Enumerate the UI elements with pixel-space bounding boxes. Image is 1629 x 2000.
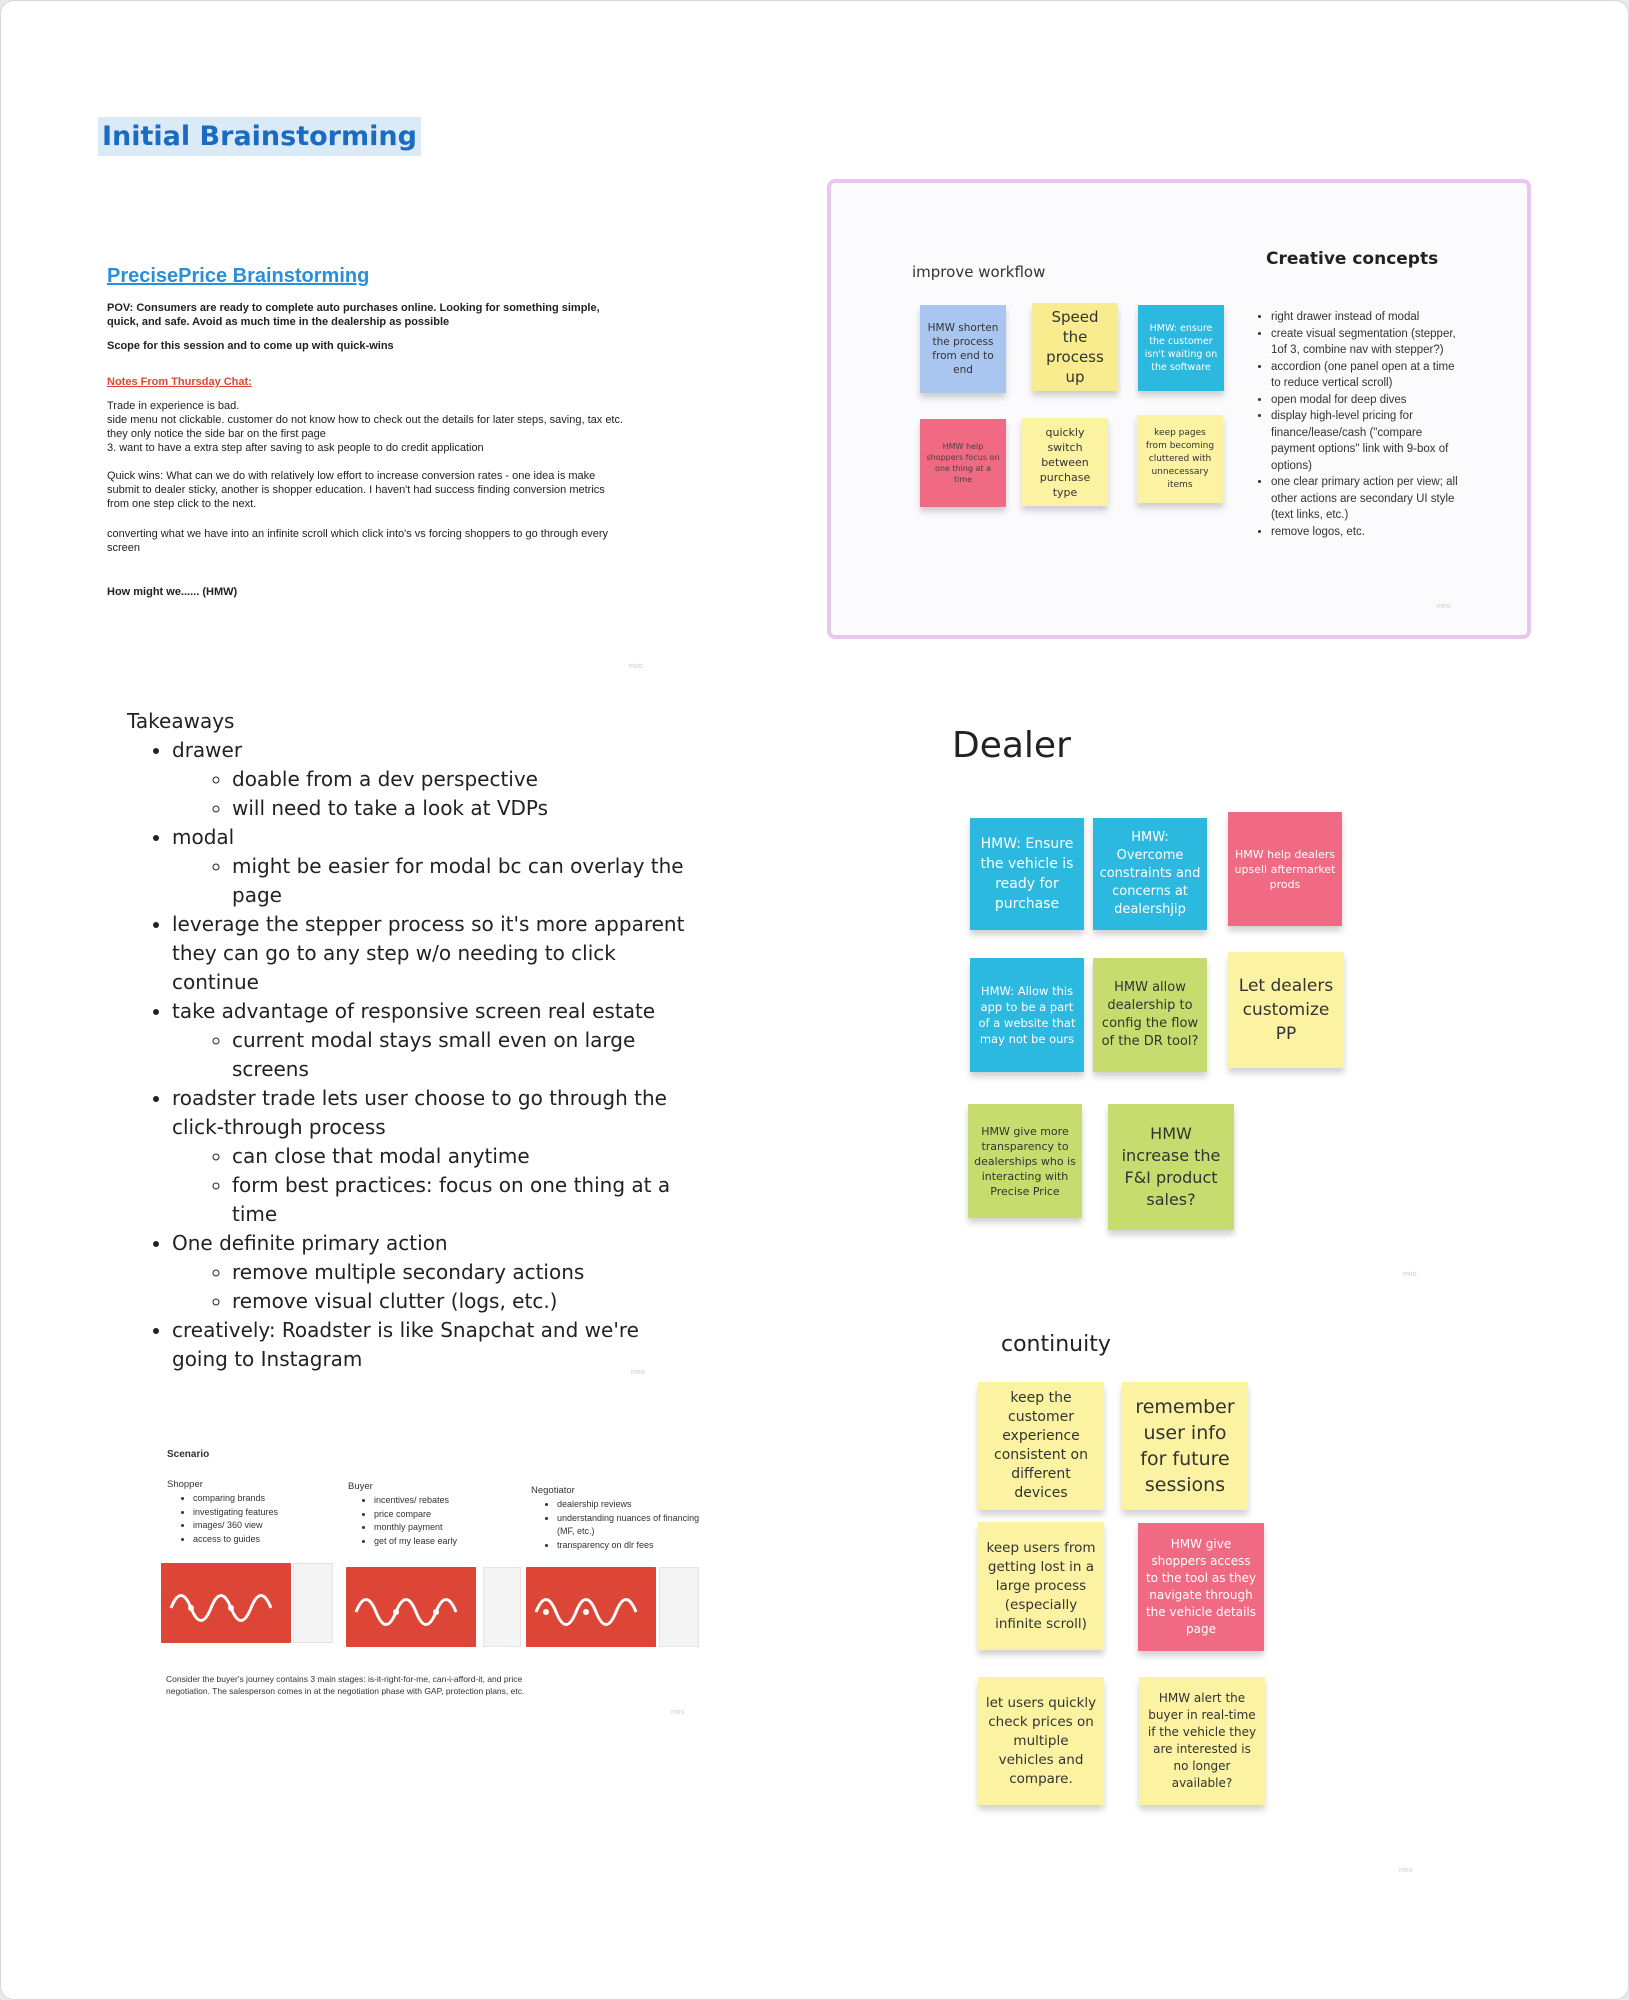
- scenario-document[interactable]: [167, 1449, 707, 1550]
- converting-text: converting what we have into an infinite scroll which click into's vs forcing shoppers to go through every screen: [107, 528, 609, 554]
- dealer-title: Dealer: [952, 725, 1071, 766]
- sticky-note[interactable]: HMW: Ensure the vehicle is ready for purchase: [970, 818, 1084, 930]
- sticky-note[interactable]: keep pages from becoming cluttered with unnecessary items: [1137, 415, 1223, 503]
- workflow-label: improve workflow: [912, 263, 1046, 281]
- list-item: • transparency on dlr fees: [557, 1539, 701, 1553]
- watermark: miro: [631, 1369, 645, 1376]
- notes-line: side menu not clickable. customer do not know how to check out the details for later steps, saving, tax etc. they only notice the side bar on the first page: [107, 414, 624, 440]
- list-item: • images/ 360 view: [193, 1519, 337, 1533]
- sticky-note[interactable]: HMW help shoppers focus on one thing at a time: [920, 419, 1006, 507]
- journey-thumbnail[interactable]: [161, 1563, 291, 1643]
- list-item: • incentives/ rebates: [374, 1494, 518, 1508]
- sticky-note[interactable]: keep users from getting lost in a large process (especially infinite scroll): [978, 1522, 1104, 1650]
- sticky-note[interactable]: HMW: Allow this app to be a part of a website that may not be ours: [970, 958, 1084, 1072]
- list-item: • display high-level pricing for finance/lease/cash ("compare payment options" link with 9-box of options): [1271, 408, 1461, 474]
- list-item: ◦ remove multiple secondary actions: [232, 1258, 687, 1287]
- watermark: miro: [1437, 603, 1451, 610]
- watermark: miro: [629, 663, 643, 670]
- sticky-note[interactable]: remember user info for future sessions: [1122, 1382, 1248, 1510]
- list-item: • accordion (one panel open at a time to reduce vertical scroll): [1271, 359, 1461, 392]
- quick-wins-text: Quick wins: What can we do with relatively low effort to increase conversion rates - one idea is make submit to dealer sticky, another is shopper education. I haven't had success finding conversion metrics from one step click to the next.: [107, 470, 605, 510]
- brainstorming-document[interactable]: [107, 265, 627, 609]
- hmw-text: How might we...... (HMW): [107, 586, 238, 598]
- list-item: • modal ◦ might be easier for modal bc can overlay the page: [172, 823, 687, 910]
- scope-text: Scope for this session and to come up with quick-wins: [107, 340, 394, 352]
- sticky-note[interactable]: Let dealers customize PP: [1228, 952, 1344, 1068]
- list-item: • get of my lease early: [374, 1535, 518, 1549]
- list-item: • creatively: Roadster is like Snapchat and we're going to Instagram: [172, 1316, 687, 1374]
- journey-side-panel: [659, 1567, 699, 1647]
- list-item: ◦ doable from a dev perspective: [232, 765, 687, 794]
- list-item: • understanding nuances of financing (MF, etc.): [557, 1512, 701, 1539]
- journey-path-icon: [161, 1563, 291, 1643]
- list-item: • create visual segmentation (stepper, 1of 3, combine nav with stepper?): [1271, 326, 1461, 359]
- sticky-note[interactable]: keep the customer experience consistent on different devices: [978, 1382, 1104, 1510]
- list-item: • remove logos, etc.: [1271, 524, 1461, 541]
- sticky-note[interactable]: HMW shorten the process from end to end: [920, 305, 1006, 393]
- list-item: • comparing brands: [193, 1492, 337, 1506]
- notes-heading: Notes From Thursday Chat:: [107, 376, 252, 388]
- creative-concepts-list: [1257, 309, 1461, 540]
- scenario-column-negotiator: [531, 1485, 701, 1552]
- sticky-note[interactable]: HMW give shoppers access to the tool as they navigate through the vehicle details page: [1138, 1523, 1264, 1651]
- list-item: • roadster trade lets user choose to go through the click-through process ◦ can close that modal anytime ◦ form best practices: focus on one thing at a time: [172, 1084, 687, 1229]
- document-title: PrecisePrice Brainstorming: [107, 265, 370, 287]
- sticky-note[interactable]: HMW allow dealership to config the flow of the DR tool?: [1093, 958, 1207, 1072]
- list-item: • investigating features: [193, 1506, 337, 1520]
- list-item: • take advantage of responsive screen real estate ◦ current modal stays small even on large screens: [172, 997, 687, 1084]
- sticky-note[interactable]: HMW: ensure the customer isn't waiting on the software: [1138, 305, 1224, 391]
- column-heading: Shopper: [167, 1479, 203, 1490]
- scenario-caption: Consider the buyer's journey contains 3 main stages: is-it-right-for-me, can-i-afford-it, and price negotiation. The salesperson comes in at the negotiation phase with GAP, protection plans, etc.: [166, 1674, 525, 1696]
- list-item: ◦ remove visual clutter (logs, etc.): [232, 1287, 687, 1316]
- watermark: miro: [1399, 1867, 1413, 1874]
- list-item: • leverage the stepper process so it's more apparent they can go to any step w/o needing to click continue: [172, 910, 687, 997]
- scenario-column-shopper: [167, 1479, 337, 1546]
- sticky-note[interactable]: let users quickly check prices on multiple vehicles and compare.: [978, 1677, 1104, 1805]
- sticky-note[interactable]: HMW alert the buyer in real-time if the vehicle they are interested is no longer available?: [1139, 1677, 1265, 1805]
- continuity-title: continuity: [1001, 1332, 1111, 1357]
- list-item: • right drawer instead of modal: [1271, 309, 1461, 326]
- list-item: ◦ current modal stays small even on large screens: [232, 1026, 687, 1084]
- creative-concepts-title: Creative concepts: [1266, 249, 1439, 269]
- sticky-note[interactable]: HMW help dealers upsell aftermarket prods: [1228, 812, 1342, 926]
- sticky-note[interactable]: HMW: Overcome constraints and concerns at dealershjip: [1093, 818, 1207, 930]
- list-item: ◦ might be easier for modal bc can overlay the page: [232, 852, 687, 910]
- pov-text: POV: Consumers are ready to complete auto purchases online. Looking for something simple, quick, and safe. Avoid as much time in the dealership as possible: [107, 302, 600, 328]
- list-item: ◦ will need to take a look at VDPs: [232, 794, 687, 823]
- frame-title[interactable]: Initial Brainstorming: [98, 117, 421, 156]
- notes-line: Trade in experience is bad.: [107, 400, 240, 412]
- journey-path-icon: [346, 1567, 476, 1647]
- column-heading: Buyer: [348, 1481, 373, 1492]
- watermark: miro: [1403, 1271, 1417, 1278]
- scenario-column-buyer: [348, 1481, 518, 1548]
- journey-thumbnail[interactable]: [346, 1567, 476, 1647]
- list-item: • open modal for deep dives: [1271, 392, 1461, 409]
- sticky-note[interactable]: HMW increase the F&I product sales?: [1108, 1104, 1234, 1230]
- column-heading: Negotiator: [531, 1485, 575, 1496]
- list-item: • drawer ◦ doable from a dev perspective ◦ will need to take a look at VDPs: [172, 736, 687, 823]
- takeaways-list: [127, 736, 687, 1374]
- watermark: miro: [671, 1709, 685, 1716]
- notes-line: 3. want to have a extra step after saving to ask people to do credit application: [107, 442, 484, 454]
- journey-thumbnail[interactable]: [526, 1567, 656, 1647]
- list-item: • dealership reviews: [557, 1498, 701, 1512]
- journey-path-icon: [526, 1567, 656, 1647]
- takeaways-block[interactable]: [127, 707, 687, 1374]
- takeaways-title: Takeaways: [127, 709, 235, 733]
- scenario-title: Scenario: [167, 1449, 210, 1460]
- journey-side-panel: [293, 1563, 333, 1643]
- list-item: • One definite primary action ◦ remove multiple secondary actions ◦ remove visual clutter (logs, etc.): [172, 1229, 687, 1316]
- list-item: • one clear primary action per view; all other actions are secondary UI style (text links, etc.): [1271, 474, 1461, 524]
- sticky-note[interactable]: HMW give more transparency to dealerships who is interacting with Precise Price: [968, 1104, 1082, 1218]
- sticky-note[interactable]: quickly switch between purchase type: [1022, 418, 1108, 506]
- workflow-frame[interactable]: [827, 179, 1531, 639]
- list-item: ◦ form best practices: focus on one thing at a time: [232, 1171, 687, 1229]
- list-item: • monthly payment: [374, 1521, 518, 1535]
- sticky-note[interactable]: Speed the process up: [1032, 303, 1118, 391]
- list-item: ◦ can close that modal anytime: [232, 1142, 687, 1171]
- journey-side-panel: [483, 1567, 521, 1647]
- list-item: • access to guides: [193, 1533, 337, 1547]
- list-item: • price compare: [374, 1508, 518, 1522]
